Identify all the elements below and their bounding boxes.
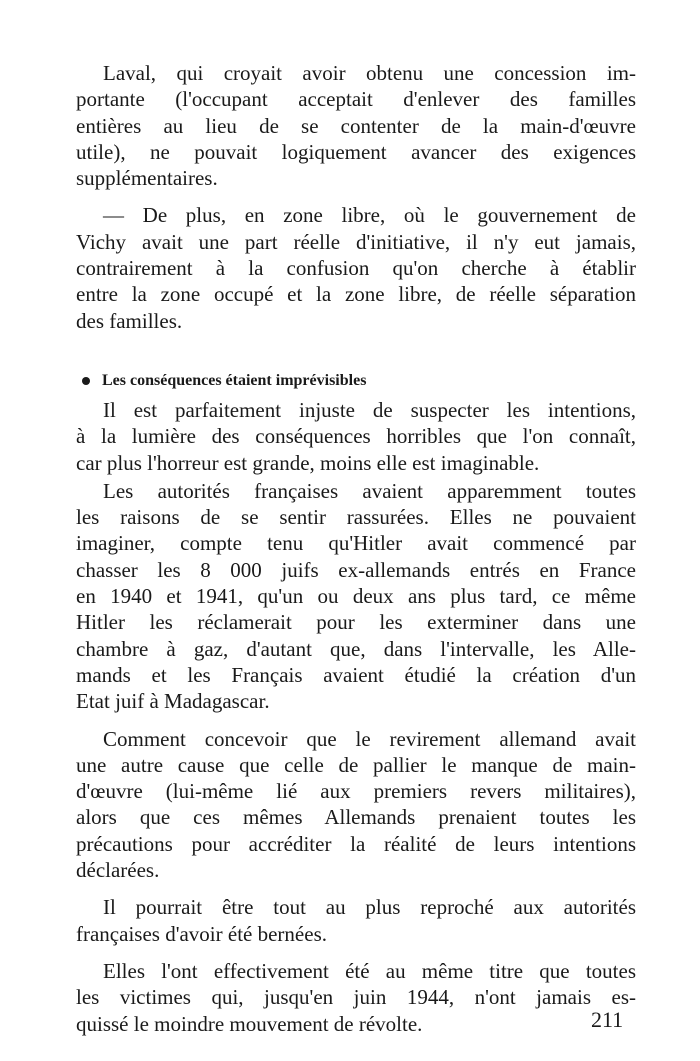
text-line: entières au lieu de se contenter de la main-d'œuvre <box>76 113 636 138</box>
text-line: Les autorités françaises avaient apparemment toutes <box>103 478 636 503</box>
text-line: précautions pour accréditer la réalité de leurs intentions <box>76 831 636 856</box>
paragraph-zone-libre <box>76 202 636 333</box>
text-line: mands et les Français avaient étudié la création d'un <box>76 662 636 687</box>
text-line: alors que ces mêmes Allemands prenaient toutes les <box>76 805 636 830</box>
text-line: supplémentaires. <box>76 166 218 191</box>
page-body <box>76 60 636 1037</box>
section-heading-text: Les conséquences étaient imprévisibles <box>102 371 367 389</box>
text-line: Comment concevoir que le revirement allemand avait <box>103 726 636 751</box>
text-line: les victimes qui, jusqu'en juin 1944, n'ont jamais es- <box>76 985 636 1010</box>
text-line: françaises d'avoir été bernées. <box>76 921 327 946</box>
text-line: Laval, qui croyait avoir obtenu une concession im- <box>103 61 636 85</box>
text-line: — De plus, en zone libre, où le gouvernement de <box>103 203 636 228</box>
paragraph-revirement <box>76 726 636 884</box>
page-number: 211 <box>591 1007 624 1032</box>
text-line: Il est parfaitement injuste de suspecter les intentions, <box>103 397 636 422</box>
text-line: entre la zone occupé et la zone libre, de réelle séparation <box>76 282 636 307</box>
text-line: en 1940 et 1941, qu'un ou deux ans plus tard, ce même <box>76 584 636 609</box>
paragraph-injuste <box>76 397 636 476</box>
text-line: une autre cause que celle de pallier le manque de main- <box>76 752 636 777</box>
text-line: Hitler les réclamerait pour les exterminer dans une <box>76 610 636 635</box>
text-line: Elles l'ont effectivement été au même titre que toutes <box>103 958 636 983</box>
text-line: chambre à gaz, d'autant que, dans l'intervalle, les Alle- <box>76 636 636 661</box>
text-line: portante (l'occupant acceptait d'enlever des familles <box>76 87 636 112</box>
paragraph-bernees <box>76 894 636 947</box>
text-line: utile), ne pouvait logiquement avancer des exigences <box>76 139 636 164</box>
paragraph-autorites <box>76 478 636 715</box>
text-line: car plus l'horreur est grande, moins elle est imaginable. <box>76 450 540 475</box>
text-line: des familles. <box>76 308 183 333</box>
text-line: chasser les 8 000 juifs ex-allemands entrés en France <box>76 557 636 582</box>
text-line: Vichy avait une part réelle d'initiative, il n'y eut jamais, <box>76 229 636 254</box>
section-heading <box>76 371 636 391</box>
text-line: contrairement à la confusion qu'on cherche à établir <box>76 256 636 281</box>
paragraph-victimes <box>76 958 636 1037</box>
bullet-icon <box>82 377 90 385</box>
text-line: d'œuvre (lui-même lié aux premiers revers militaires), <box>76 779 636 804</box>
paragraph-laval <box>76 60 636 191</box>
text-line: imaginer, compte tenu qu'Hitler avait commencé par <box>76 531 636 556</box>
text-line: déclarées. <box>76 858 160 883</box>
text-line: quissé le moindre mouvement de révolte. <box>76 1011 423 1036</box>
text-line: Etat juif à Madagascar. <box>76 689 270 714</box>
text-line: les raisons de se sentir rassurées. Elles ne pouvaient <box>76 505 636 530</box>
text-line: Il pourrait être tout au plus reproché aux autorités <box>103 895 636 920</box>
text-line: à la lumière des conséquences horribles que l'on connaît, <box>76 424 636 449</box>
